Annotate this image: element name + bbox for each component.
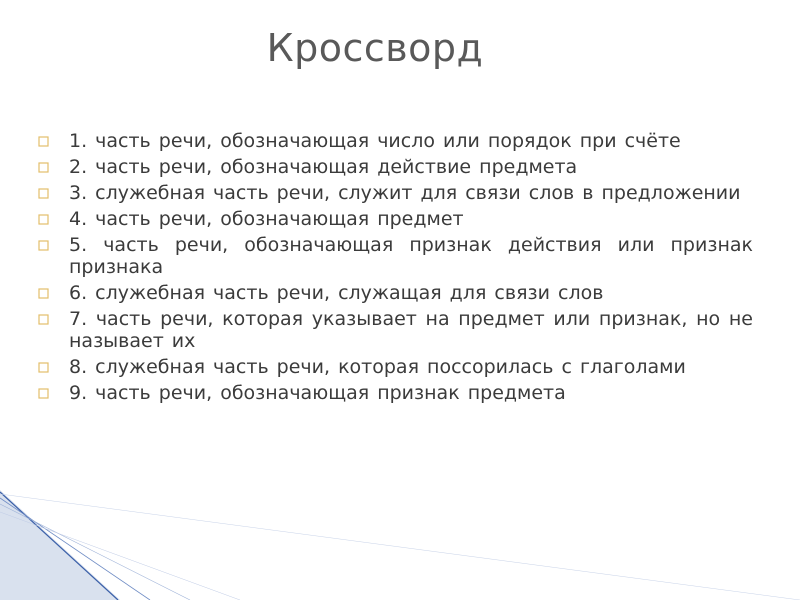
list-item — [38, 282, 753, 304]
list-item — [38, 356, 753, 378]
decorative-corner-lines — [0, 490, 800, 600]
hollow-square-bullet-icon — [38, 208, 69, 230]
list-item-text: 7. часть речи, которая указывает на предмет или признак, но не называет их — [69, 308, 753, 352]
list-item-text: 9. часть речи, обозначающая признак предмета — [69, 382, 566, 404]
hollow-square-bullet-icon — [38, 182, 69, 204]
list-item — [38, 182, 753, 204]
list-item — [38, 382, 753, 404]
list-item — [38, 156, 753, 178]
slide-title: Кроссворд — [266, 26, 484, 70]
list-item — [38, 208, 753, 230]
hollow-square-bullet-icon — [38, 130, 69, 152]
hollow-square-bullet-icon — [38, 356, 69, 378]
hollow-square-bullet-icon — [38, 308, 69, 330]
list-item — [38, 308, 753, 352]
list-item-text: 3. служебная часть речи, служит для связи слов в предложении — [69, 182, 741, 204]
list-item-text: 4. часть речи, обозначающая предмет — [69, 208, 464, 230]
hollow-square-bullet-icon — [38, 282, 69, 304]
hollow-square-bullet-icon — [38, 382, 69, 404]
hollow-square-bullet-icon — [38, 234, 69, 256]
list-item-text: 2. часть речи, обозначающая действие предмета — [69, 156, 578, 178]
list-item — [38, 130, 753, 152]
list-item-text: 1. часть речи, обозначающая число или порядок при счёте — [69, 130, 681, 152]
list-item — [38, 234, 753, 278]
list-item-text: 8. служебная часть речи, которая поссорилась с глаголами — [69, 356, 686, 378]
list-item-text: 6. служебная часть речи, служащая для связи слов — [69, 282, 604, 304]
hollow-square-bullet-icon — [38, 156, 69, 178]
list-item-text: 5. часть речи, обозначающая признак действия или признак признака — [69, 234, 753, 278]
clue-list — [38, 130, 753, 408]
